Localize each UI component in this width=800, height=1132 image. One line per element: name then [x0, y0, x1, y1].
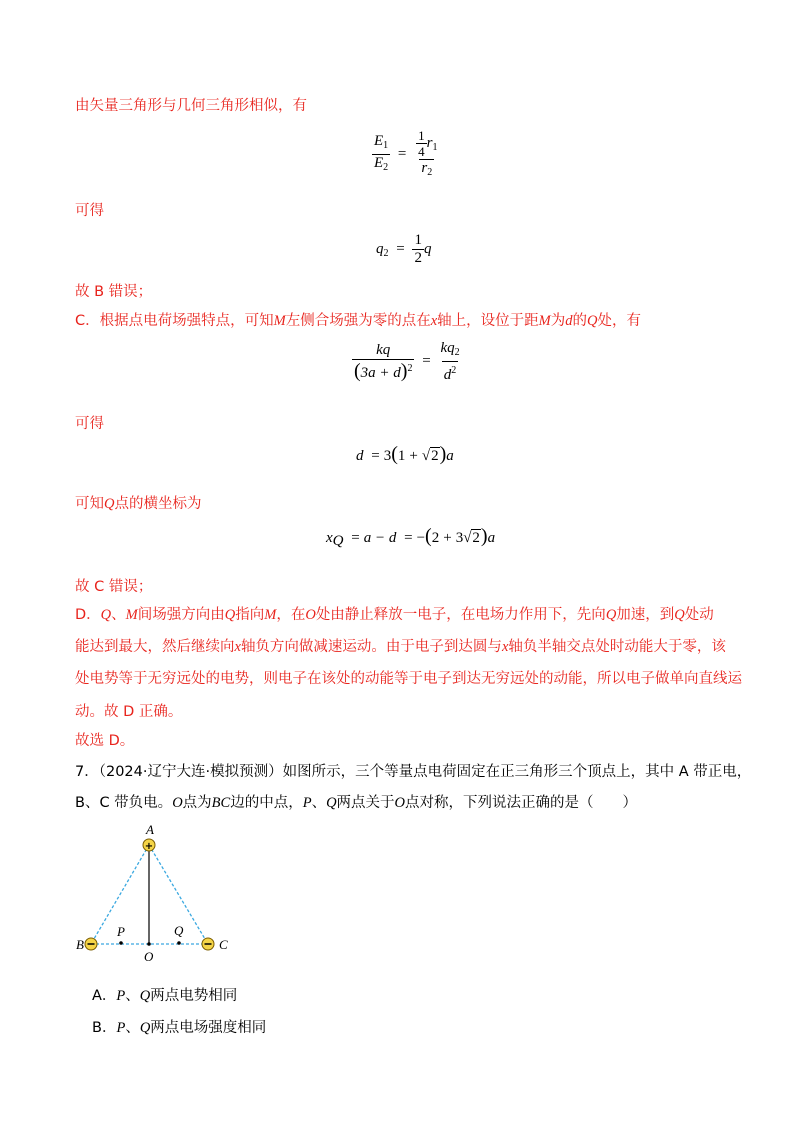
- charge-c-negative: [202, 938, 214, 950]
- text-line: 故 C 错误；: [75, 579, 153, 595]
- triangle-figure: [70, 820, 240, 970]
- equation-d: d = 3(1 + √2)a: [356, 443, 454, 465]
- point-q: [177, 941, 181, 945]
- text-line: 故 B 错误；: [75, 284, 153, 300]
- charge-b-negative: [85, 938, 97, 950]
- point-p: [119, 941, 123, 945]
- equation-ratio: $\frac{E_1}{E_2}$ = $\frac{1}{4}$ $r_1$ $r_2$: [372, 128, 439, 181]
- question-7-line1: 7．（2024·辽宁大连·模拟预测）如图所示，三个等量点电荷固定在正三角形三个顶点上，其中 A 带正电，: [75, 764, 752, 780]
- label-o: O: [144, 949, 154, 964]
- label-c: C: [219, 937, 228, 952]
- text-line-d4: 动。故 D 正确。: [75, 704, 183, 720]
- label-b: B: [76, 937, 84, 952]
- text-line: 可得: [75, 203, 104, 219]
- option-b[interactable]: B．P、Q两点电场强度相同: [92, 1020, 267, 1036]
- text-line: [75, 96, 307, 116]
- charge-a-positive: [143, 839, 155, 852]
- label-a: A: [146, 822, 154, 837]
- equation-field-zero: $\frac{kq}{(3a + d)^2}$ = $\frac{kq_2}{d^2}$: [354, 340, 460, 383]
- text: 由矢量三角形与几何三角形相似，有: [75, 98, 307, 114]
- text-line: 可得: [75, 416, 104, 432]
- triangle-edges: [91, 845, 208, 944]
- plus-sign: +: [144, 841, 154, 852]
- equation-q2: $q_2$ = $\frac{1}{2}$ q: [376, 232, 432, 266]
- answer-line: 故选 D。: [75, 733, 135, 749]
- question-7-line2: B、C 带负电。O点为BC边的中点，P、Q两点关于O点对称，下列说法正确的是（ ）: [75, 795, 638, 811]
- text-line-d1: D．Q、M间场强方向由Q指向M，在O处由静止释放一电子，在电场力作用下，先向Q加速，到Q处动: [75, 607, 714, 623]
- option-a[interactable]: A．P、Q两点电势相同: [92, 988, 238, 1004]
- text-line-c: C．根据点电荷场强特点，可知M左侧合场强为零的点在x轴上，设位于距M为d的Q处，有: [75, 313, 641, 329]
- equation-xq: $x_Q = a - d = -(2 + 3√2)a$: [326, 525, 496, 549]
- label-q: Q: [174, 923, 184, 938]
- point-o: [147, 942, 151, 946]
- text-line-d2: 能达到最大，然后继续向x轴负方向做减速运动。由于电子到达圆与x轴负半轴交点处时动能大于零，该: [75, 639, 726, 655]
- label-p: P: [117, 924, 125, 939]
- text-line: 可知Q点的横坐标为: [75, 496, 202, 512]
- text-line-d3: 处电势等于无穷远处的电势，则电子在该处的动能等于电子到达无穷远处的动能，所以电子做单向直线运: [75, 671, 742, 687]
